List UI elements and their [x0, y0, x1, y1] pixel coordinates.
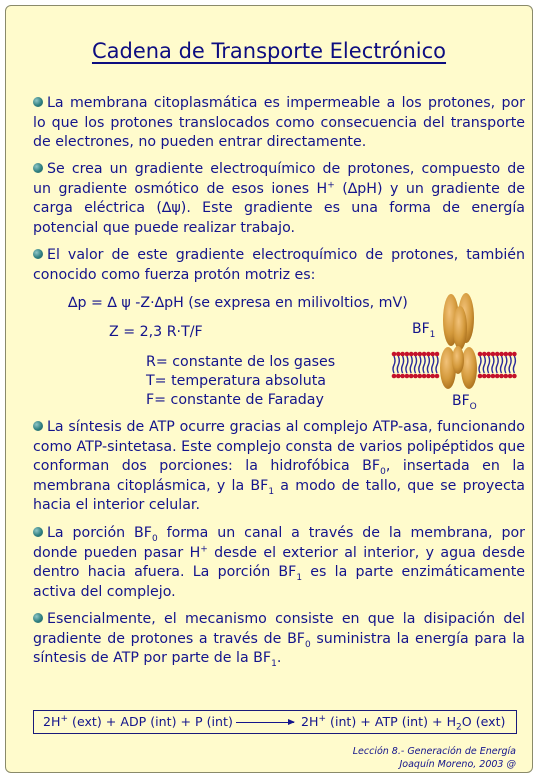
label-bf0: $BF_O$ — [452, 393, 477, 412]
page-title: Cadena de Transporte Electrónico — [91, 39, 447, 63]
reaction-arrow-icon — [236, 722, 294, 723]
equation-reactants: 2H+ (ext) + ADP (int) + P (int) — [43, 713, 233, 729]
equation-products: 2H+ (int) + ATP $(int) + H_2O$ (ext) — [301, 713, 506, 733]
definition-f: F= constante de Faraday — [146, 392, 324, 408]
paragraph-gradient: Se crea un gradiente electroquímico de protones, compuesto de un gradiente osmótico de esos iones H+ (∆pH) y un gradiente de carga eléctrica (∆ψ). Este gradiente es una forma de energía potencial que puede realizar trabajo. — [33, 161, 526, 236]
label-bf1: $BF_1$ — [412, 321, 436, 340]
bullet-icon — [33, 163, 43, 173]
paragraph-impermeable: La membrana citoplasmática es impermeable a los protones, por lo que los protones translocados como consecuencia del transporte de electrones, no pueden entrar directamente. — [33, 95, 525, 151]
paragraph-proton-motive: El valor de este gradiente electroquímico de protones, también conocido como fuerza protón motriz es: — [33, 247, 525, 283]
footer-lesson: Lección 8.- Generación de Energía — [352, 746, 516, 757]
paragraph-mechanism: Esencialmente, el mecanismo consiste en que la disipación del gradiente de protones a través de $BF_0$ suministra la energía para la síntesis de ATP por parte de la $BF_1$. — [33, 611, 525, 670]
footer-author: Joaquín Moreno, 2003 @ — [399, 759, 516, 770]
bullet-icon — [33, 613, 43, 623]
bullet-icon — [33, 421, 43, 431]
definition-t: T= temperatura absoluta — [146, 373, 326, 389]
paragraph-atp-synthesis: La síntesis de ATP ocurre gracias al complejo ATP-asa, funcionando como ATP-sintetasa. Este complejo consta de varios polipéptidos que conforman dos porciones: la hidrofóbica $BF_0$, insertada en la membrana citoplásmica, y la $BF_1$ a modo de tallo, que se proyecta hacia el interior celular. — [33, 419, 525, 514]
bullet-icon — [33, 527, 43, 537]
atpase-complex — [440, 293, 477, 389]
bullet-icon — [33, 97, 43, 107]
formula-z: Z = 2,3 R·T/F — [109, 324, 203, 340]
reaction-equation-box — [33, 710, 517, 734]
atpase-membrane-diagram — [390, 288, 520, 398]
paragraph-bf0-channel: La porción $BF_0$ forma un canal a través de la membrana, por donde pueden pasar H+ desde el exterior al interior, y agua desde dentro hacia afuera. La porción $BF_1$ es la parte enzimáticamente activa del complejo. — [33, 525, 525, 600]
definition-r: R= constante de los gases — [146, 354, 336, 370]
bullet-icon — [33, 249, 43, 259]
slide-page — [5, 5, 533, 773]
formula-delta-p: ∆p = ∆ ψ -Z·∆pH (se expresa en milivoltios, mV) — [68, 295, 408, 311]
